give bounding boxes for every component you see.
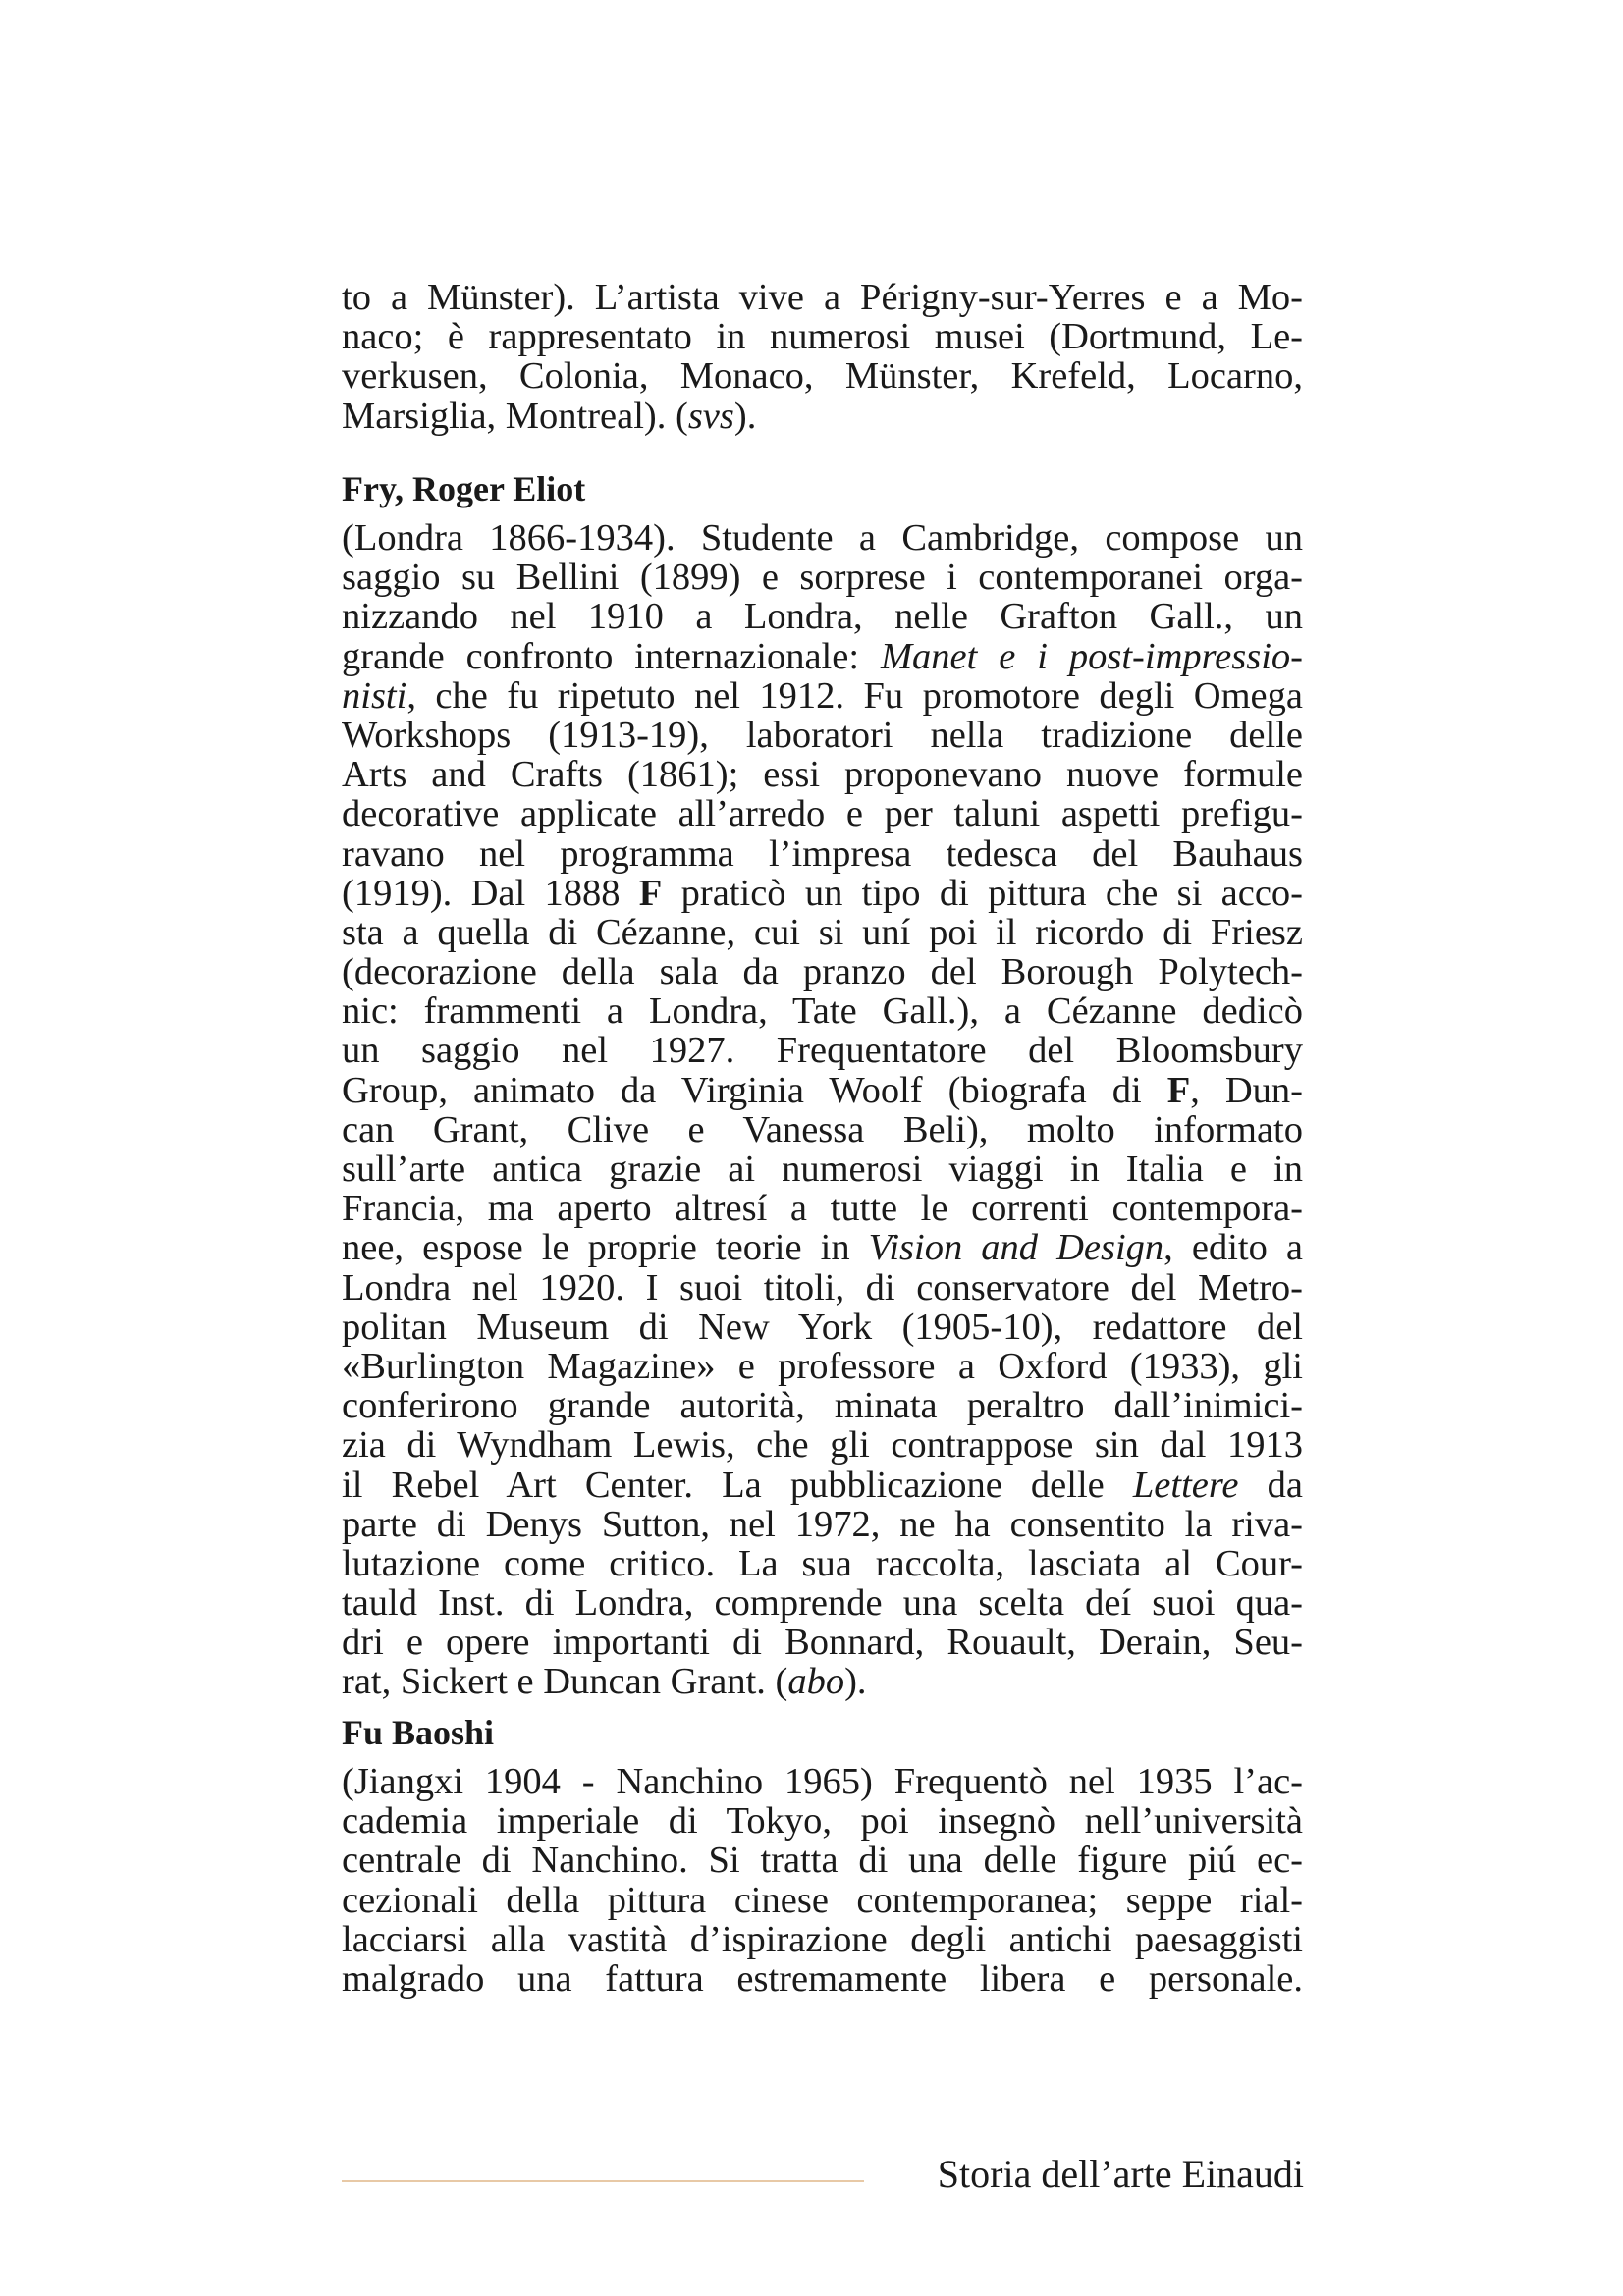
text-line: verkusen, Colonia, Monaco, Münster, Krefeld, Locarno, bbox=[342, 355, 1303, 398]
entry-continuation bbox=[342, 278, 1303, 436]
bold-initial: F bbox=[638, 872, 663, 914]
text-fragment: rat, Sickert e Duncan Grant. ( bbox=[342, 1661, 788, 1703]
italic-title: Lettere bbox=[1132, 1464, 1239, 1506]
italic-title: Vision and Design bbox=[868, 1227, 1164, 1269]
text-line: tauld Inst. di Londra, comprende una scelta deí suoi qua- bbox=[342, 1582, 1303, 1625]
text-line: (Jiangxi 1904 - Nanchino 1965) Frequentò nel 1935 l’ac- bbox=[342, 1761, 1303, 1802]
text-line-with-bold bbox=[342, 1071, 1303, 1110]
text-line: nizzando nel 1910 a Londra, nelle Grafton Gall., un bbox=[342, 596, 1303, 638]
text-fragment: Marsiglia, Montreal). ( bbox=[342, 395, 688, 437]
text-line: naco; è rappresentato in numerosi musei (Dortmund, Le- bbox=[342, 316, 1303, 358]
text-fragment: Group, animato da Virginia Woolf (biografa di bbox=[342, 1069, 1167, 1111]
text-line: Arts and Crafts (1861); essi proponevano nuove formule bbox=[342, 754, 1303, 796]
text-fragment: praticò un tipo di pittura che si acco- bbox=[662, 872, 1303, 914]
text-line: sull’arte antica grazie ai numerosi viaggi in Italia e in bbox=[342, 1148, 1303, 1190]
text-fragment: , edito a bbox=[1163, 1227, 1303, 1269]
text-fragment: , che fu ripetuto nel 1912. Fu promotore degli Omega bbox=[406, 674, 1303, 717]
text-line: lacciarsi alla vastità d’ispirazione degli antichi paesaggisti bbox=[342, 1918, 1303, 1960]
entry-heading-fry: Fry, Roger Eliot bbox=[342, 469, 586, 508]
text-line-with-italic bbox=[342, 676, 1303, 716]
author-initials: svs bbox=[687, 395, 734, 437]
text-fragment: ). bbox=[844, 1661, 867, 1703]
text-fragment: ). bbox=[733, 395, 757, 437]
text-line: to a Münster). L’artista vive a Périgny-sur-Yerres e a Mo- bbox=[342, 277, 1303, 318]
text-line: sta a quella di Cézanne, cui si uní poi il ricordo di Friesz bbox=[342, 911, 1303, 953]
text-fragment: (1919). Dal 1888 bbox=[342, 872, 639, 914]
text-line: un saggio nel 1927. Frequentatore del Bloomsbury bbox=[342, 1030, 1303, 1072]
text-line: saggio su Bellini (1899) e sorprese i contemporanei orga- bbox=[342, 557, 1303, 599]
text-line: cademia imperiale di Tokyo, poi insegnò nell’università bbox=[342, 1800, 1303, 1842]
text-line: zia di Wyndham Lewis, che gli contrappose sin dal 1913 bbox=[342, 1424, 1303, 1467]
text-line: Workshops (1913-19), laboratori nella tradizione delle bbox=[342, 714, 1303, 756]
entry-heading-fu: Fu Baoshi bbox=[342, 1713, 495, 1752]
text-line-with-italic bbox=[342, 1228, 1303, 1267]
text-line: dri e opere importanti di Bonnard, Rouault, Derain, Seu- bbox=[342, 1622, 1303, 1664]
text-line: (Londra 1866-1934). Studente a Cambridge, compose un bbox=[342, 517, 1303, 559]
text-line-with-bold bbox=[342, 874, 1303, 913]
text-line: malgrado una fattura estremamente libera e personale. bbox=[342, 1957, 1303, 2000]
text-fragment: grande confronto internazionale: bbox=[342, 635, 881, 677]
text-line: parte di Denys Sutton, nel 1972, ne ha consentito la riva- bbox=[342, 1503, 1303, 1545]
text-line: cezionali della pittura cinese contemporanea; seppe rial- bbox=[342, 1879, 1303, 1921]
text-line: can Grant, Clive e Vanessa Beli), molto informato bbox=[342, 1108, 1303, 1150]
text-line: lutazione come critico. La sua raccolta, lasciata al Cour- bbox=[342, 1542, 1303, 1584]
entry-fu bbox=[342, 1762, 1303, 1999]
text-line: ravano nel programma l’impresa tedesca del Bauhaus bbox=[342, 832, 1303, 875]
text-fragment: il Rebel Art Center. La pubblicazione delle bbox=[342, 1464, 1133, 1506]
page-footer bbox=[342, 2150, 1304, 2199]
text-line: Londra nel 1920. I suoi titoli, di conservatore del Metro- bbox=[342, 1266, 1303, 1308]
text-line-with-italic bbox=[342, 397, 1303, 436]
footer-divider bbox=[342, 2180, 864, 2182]
text-line: «Burlington Magazine» e professore a Oxford (1933), gli bbox=[342, 1345, 1303, 1387]
italic-title: Manet e i post-impressio- bbox=[880, 635, 1303, 677]
author-initials: abo bbox=[787, 1661, 845, 1703]
text-fragment: nee, espose le proprie teorie in bbox=[342, 1227, 869, 1269]
text-line: politan Museum di New York (1905-10), redattore del bbox=[342, 1306, 1303, 1348]
bold-initial: F bbox=[1166, 1069, 1191, 1111]
text-line-with-italic bbox=[342, 637, 1303, 676]
text-fragment: , Dun- bbox=[1190, 1069, 1304, 1111]
text-line: centrale di Nanchino. Si tratta di una delle figure piú ec- bbox=[342, 1840, 1303, 1882]
text-line-with-italic bbox=[342, 1662, 1303, 1701]
text-line: nic: frammenti a Londra, Tate Gall.), a Cézanne dedicò bbox=[342, 990, 1303, 1033]
italic-title: nisti bbox=[342, 674, 407, 717]
text-line: (decorazione della sala da pranzo del Borough Polytech- bbox=[342, 951, 1303, 993]
text-line: decorative applicate all’arredo e per taluni aspetti prefigu- bbox=[342, 793, 1303, 835]
footer-title: Storia dell’arte Einaudi bbox=[937, 2152, 1304, 2196]
text-fragment: da bbox=[1238, 1464, 1303, 1506]
entry-fry bbox=[342, 518, 1303, 1702]
text-line: conferirono grande autorità, minata peraltro dall’inimici- bbox=[342, 1385, 1303, 1427]
text-line-with-italic bbox=[342, 1466, 1303, 1505]
text-line: Francia, ma aperto altresí a tutte le correnti contempora- bbox=[342, 1188, 1303, 1230]
